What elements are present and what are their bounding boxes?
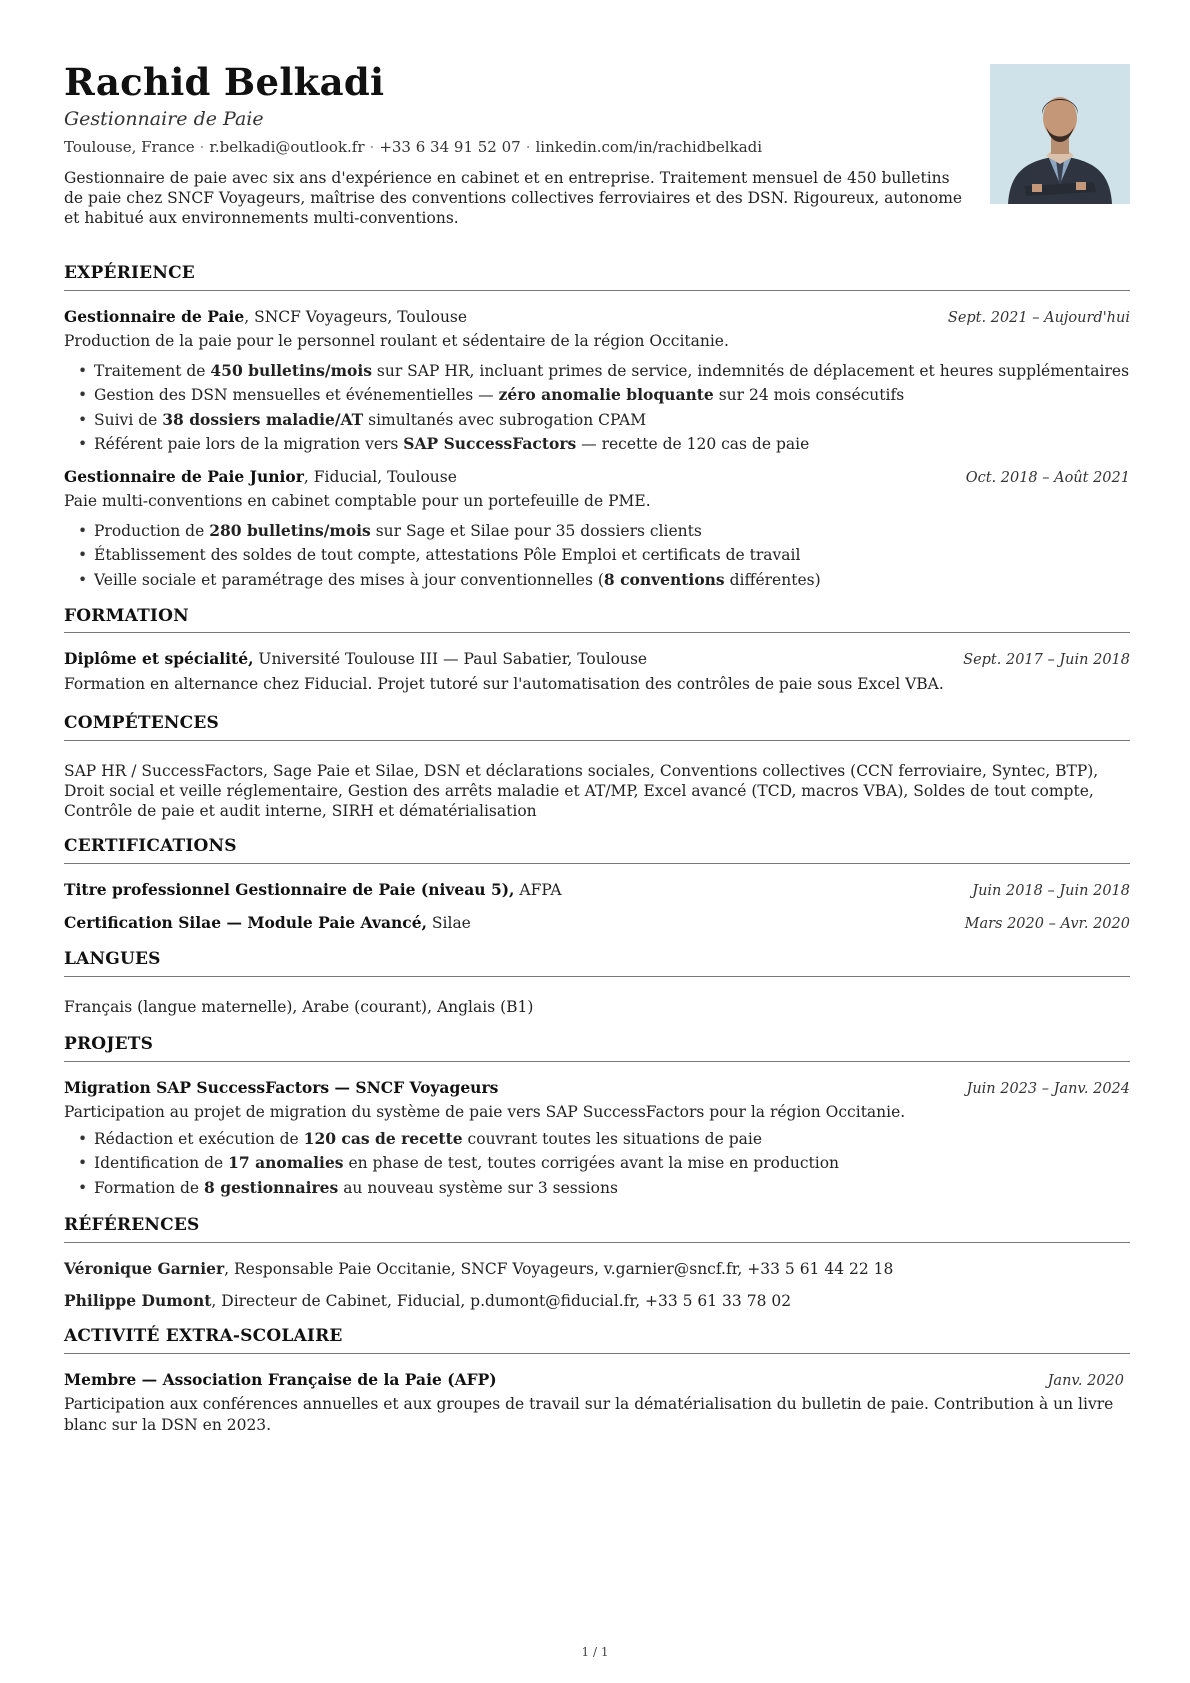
education-date: Sept. 2017 – Juin 2018 bbox=[963, 652, 1130, 669]
job-role: Gestionnaire de Paie bbox=[64, 306, 245, 326]
reference-details: , Directeur de Cabinet, Fiducial, p.dumont@fiducial.fr, +33 5 61 33 78 02 bbox=[211, 1292, 792, 1311]
certifications-section bbox=[64, 835, 1130, 934]
section-title: COMPÉTENCES bbox=[64, 712, 1130, 741]
bullet-item: • Traitement de 450 bulletins/mois sur SAP HR, incluant primes de service, indemnités de déplacement et heures supplémentaires bbox=[78, 361, 1130, 382]
section-title: FORMATION bbox=[64, 605, 1130, 634]
certification-entry bbox=[64, 913, 1130, 934]
reference-entry bbox=[64, 1291, 1130, 1311]
profile-photo bbox=[990, 64, 1130, 204]
job-description: Production de la paie pour le personnel roulant et sédentaire de la région Occitanie. bbox=[64, 331, 729, 350]
email-link[interactable]: r.belkadi@outlook.fr bbox=[209, 137, 365, 156]
portrait-image bbox=[990, 64, 1130, 204]
section-title: PROJETS bbox=[64, 1033, 1130, 1062]
project-bullets bbox=[78, 1129, 1130, 1199]
certification-date: Mars 2020 – Avr. 2020 bbox=[964, 916, 1130, 933]
bullet-item: • Rédaction et exécution de 120 cas de recette couvrant toutes les situations de paie bbox=[78, 1129, 1130, 1150]
linkedin-link[interactable]: linkedin.com/in/rachidbelkadi bbox=[535, 137, 763, 156]
languages-section bbox=[64, 948, 1130, 1017]
certification-name: Titre professionnel Gestionnaire de Paie (niveau 5), bbox=[64, 879, 515, 899]
education-section bbox=[64, 605, 1130, 695]
job-bullets bbox=[78, 361, 1130, 455]
project-description: Participation au projet de migration du système de paie vers SAP SuccessFactors pour la région Occitanie. bbox=[64, 1103, 906, 1121]
project-entry bbox=[64, 1078, 1130, 1199]
degree-name: Diplôme et spécialité, bbox=[64, 649, 254, 669]
reference-name: Philippe Dumont bbox=[64, 1291, 212, 1311]
location: Toulouse, France bbox=[64, 137, 195, 156]
job-title: Gestionnaire de Paie bbox=[64, 107, 264, 130]
education-description: Formation en alternance chez Fiducial. Projet tutoré sur l'automatisation des contrôles de paie sous Excel VBA. bbox=[64, 674, 944, 693]
certification-org: Silae bbox=[426, 914, 471, 933]
job-date: Oct. 2018 – Août 2021 bbox=[965, 469, 1130, 486]
bullet-item: • Gestion des DSN mensuelles et événementielles — zéro anomalie bloquante sur 24 mois consécutifs bbox=[78, 385, 1130, 406]
bullet-item: • Identification de 17 anomalies en phase de test, toutes corrigées avant la mise en production bbox=[78, 1153, 1130, 1174]
page-number: 1 / 1 bbox=[581, 1645, 609, 1659]
job-bullets bbox=[78, 521, 1130, 591]
skills-text: SAP HR / SuccessFactors, Sage Paie et Silae, DSN et déclarations sociales, Conventions collectives (CCN ferroviaire, Syntec, BTP), Droit social et veille réglementaire, Gestion des arrêts maladie et AT/MP, Excel avancé (TCD, macros VBA), Soldes de tout compte, Contrôle de paie et audit interne, SIRH et dématérialisation bbox=[64, 761, 1099, 821]
extracurricular-section bbox=[64, 1325, 1130, 1435]
certification-name: Certification Silae — Module Paie Avancé, bbox=[64, 913, 427, 933]
job-org: , SNCF Voyageurs, Toulouse bbox=[244, 307, 468, 326]
resume-page bbox=[64, 62, 1130, 1445]
project-name: Migration SAP SuccessFactors — SNCF Voyageurs bbox=[64, 1077, 499, 1097]
languages-text: Français (langue maternelle), Arabe (courant), Anglais (B1) bbox=[64, 997, 534, 1016]
section-title: ACTIVITÉ EXTRA-SCOLAIRE bbox=[64, 1325, 1130, 1354]
activity-description: Participation aux conférences annuelles et aux groupes de travail sur la dématérialisation du bulletin de paie. Contribution à un livre blanc sur la DSN en 2023. bbox=[64, 1395, 1114, 1434]
education-entry bbox=[64, 649, 1130, 694]
resume-header bbox=[64, 62, 1130, 240]
phone-number[interactable]: +33 6 34 91 52 07 bbox=[379, 137, 521, 156]
section-title: RÉFÉRENCES bbox=[64, 1214, 1130, 1243]
project-date: Juin 2023 – Janv. 2024 bbox=[966, 1080, 1130, 1097]
activity-entry bbox=[64, 1370, 1130, 1436]
certification-date: Juin 2018 – Juin 2018 bbox=[972, 882, 1130, 899]
candidate-name: Rachid Belkadi bbox=[64, 60, 385, 104]
reference-details: , Responsable Paie Occitanie, SNCF Voyageurs, v.garnier@sncf.fr, +33 5 61 44 22 18 bbox=[224, 1260, 894, 1279]
job-role: Gestionnaire de Paie Junior bbox=[64, 466, 304, 486]
job-description: Paie multi-conventions en cabinet comptable pour un portefeuille de PME. bbox=[64, 492, 651, 511]
bullet-item: • Établissement des soldes de tout compte, attestations Pôle Emploi et certificats de travail bbox=[78, 545, 1130, 566]
bullet-item: • Veille sociale et paramétrage des mises à jour conventionnelles (8 conventions différentes) bbox=[78, 570, 1130, 591]
job-date: Sept. 2021 – Aujourd'hui bbox=[947, 309, 1130, 326]
reference-name: Véronique Garnier bbox=[64, 1259, 225, 1279]
certification-entry bbox=[64, 880, 1130, 901]
section-title: EXPÉRIENCE bbox=[64, 262, 1130, 291]
job-entry bbox=[64, 467, 1130, 591]
section-title: LANGUES bbox=[64, 948, 1130, 977]
contact-line bbox=[64, 138, 1130, 158]
bullet-item: • Référent paie lors de la migration vers SAP SuccessFactors — recette de 120 cas de paie bbox=[78, 434, 1130, 455]
certification-org: AFPA bbox=[514, 880, 562, 899]
section-title: CERTIFICATIONS bbox=[64, 835, 1130, 864]
separator: · bbox=[199, 137, 205, 156]
bullet-item: • Production de 280 bulletins/mois sur Sage et Silae pour 35 dossiers clients bbox=[78, 521, 1130, 542]
separator: · bbox=[369, 137, 375, 156]
skills-section bbox=[64, 712, 1130, 821]
separator: · bbox=[525, 137, 531, 156]
references-section bbox=[64, 1214, 1130, 1311]
profile-summary: Gestionnaire de paie avec six ans d'expérience en cabinet et en entreprise. Traitement mensuel de 450 bulletins de paie chez SNCF Voyageurs, maîtrise des conventions collectives ferroviaires et des DSN. Rigoureux, autonome et habitué aux environnements multi-conventions. bbox=[64, 168, 963, 228]
bullet-item: • Formation de 8 gestionnaires au nouveau système sur 3 sessions bbox=[78, 1178, 1130, 1199]
job-org: , Fiducial, Toulouse bbox=[303, 467, 457, 486]
activity-date: Janv. 2020 bbox=[1047, 1372, 1124, 1389]
reference-entry bbox=[64, 1259, 1130, 1279]
experience-section bbox=[64, 262, 1130, 591]
school-name: Université Toulouse III — Paul Sabatier, Toulouse bbox=[253, 650, 648, 669]
activity-name: Membre — Association Française de la Paie (AFP) bbox=[64, 1369, 497, 1389]
job-entry bbox=[64, 307, 1130, 455]
projects-section bbox=[64, 1033, 1130, 1198]
bullet-item: • Suivi de 38 dossiers maladie/AT simultanés avec subrogation CPAM bbox=[78, 410, 1130, 431]
